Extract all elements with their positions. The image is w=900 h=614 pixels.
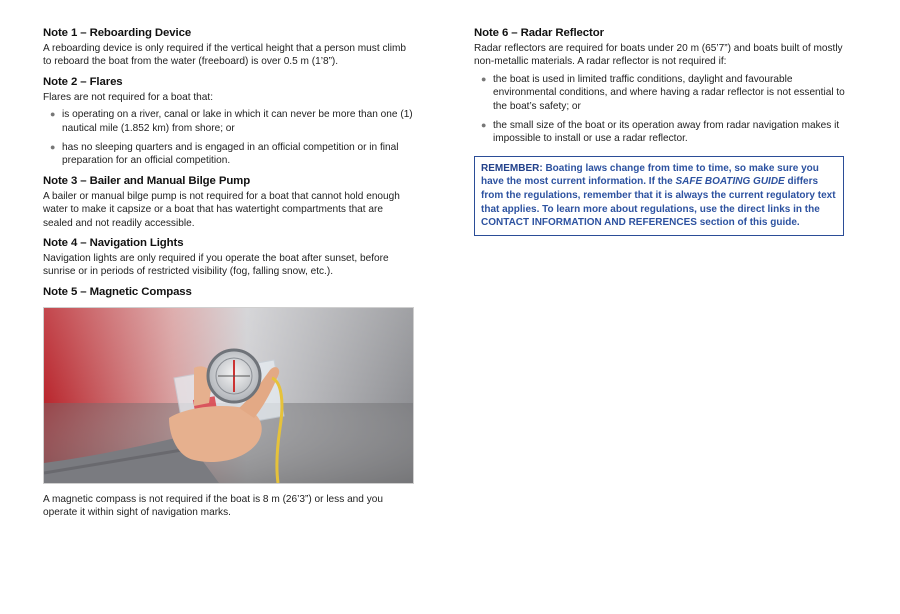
note-5-title: Note 5 – Magnetic Compass — [43, 285, 192, 298]
note-4-title: Note 4 – Navigation Lights — [43, 237, 184, 250]
note-4-body: Navigation lights are only required if you operate the boat after sunset, before sunrise or in periods of restricted visibility (fog, falling snow, etc.). — [43, 253, 389, 278]
note-3-body: A bailer or manual bilge pump is not required for a boat that cannot hold enough water to make it capsize or a boat that has watertight compartments that are sealed and not readily accessible. — [43, 190, 400, 229]
guide-title: SAFE BOATING GUIDE — [675, 176, 785, 188]
note-3-title: Note 3 – Bailer and Manual Bilge Pump — [43, 174, 251, 187]
note-6-title: Note 6 – Radar Reflector — [474, 27, 604, 39]
note-2-list — [43, 108, 415, 168]
note-1-title: Note 1 – Reboarding Device — [43, 27, 192, 39]
list-item: ● is operating on a river, canal or lake in which it can never be more than one (1) nautical mile (1.852 km) from shore; or — [50, 109, 413, 134]
note-5-caption: A magnetic compass is not required if the boat is 8 m (26’3”) or less and you operate it within sight of navigation marks. — [43, 493, 383, 519]
note-1-body: A reboarding device is only required if the vertical height that a person must climb to reboard the boat from the water (freeboard) is over 0.5 m (1’8”). — [43, 43, 407, 68]
note-4 — [43, 237, 415, 279]
reminder-lead: REMEMBER: — [481, 162, 543, 174]
left-column — [43, 27, 415, 520]
reminder-box — [474, 156, 844, 236]
note-2-title: Note 2 – Flares — [43, 75, 123, 88]
note-2 — [43, 76, 415, 168]
list-item: ● the boat is used in limited traffic conditions, daylight and favourable environmental conditions, and where having a radar reflector is not essential to the boat’s safety; or — [481, 73, 845, 112]
note-1 — [43, 27, 415, 69]
bullet-icon: ● — [50, 142, 56, 153]
list-item: ● the small size of the boat or its operation away from radar navigation makes it impossible to install or use a radar reflector. — [481, 120, 840, 145]
bullet-icon: ● — [481, 73, 487, 84]
reminder-text-2: differs from the regulations, remember that it is always the current regulatory text that applies. To learn more about regulations, use the direct links in the CONTACT INFORMATION AND REFERENCES section of this guide. — [481, 176, 836, 229]
right-column — [474, 27, 846, 236]
note-6-list — [474, 73, 846, 146]
note-3 — [43, 175, 415, 230]
bullet-icon: ● — [481, 120, 487, 131]
bullet-icon: ● — [50, 109, 56, 120]
note-2-intro: Flares are not required for a boat that: — [43, 91, 214, 103]
list-item: ● has no sleeping quarters and is engaged in an official competition or in final preparation for an official competition. — [50, 142, 399, 167]
compass-photo — [43, 307, 414, 484]
note-5 — [43, 286, 415, 520]
note-6 — [474, 27, 846, 146]
reminder-text-1: Boating laws change from time to time, so make sure you have the most current information. If the — [481, 162, 819, 188]
note-6-intro: Radar reflectors are required for boats under 20 m (65’7”) and boats built of mostly non-metallic materials. A radar reflector is not required if: — [474, 43, 843, 68]
